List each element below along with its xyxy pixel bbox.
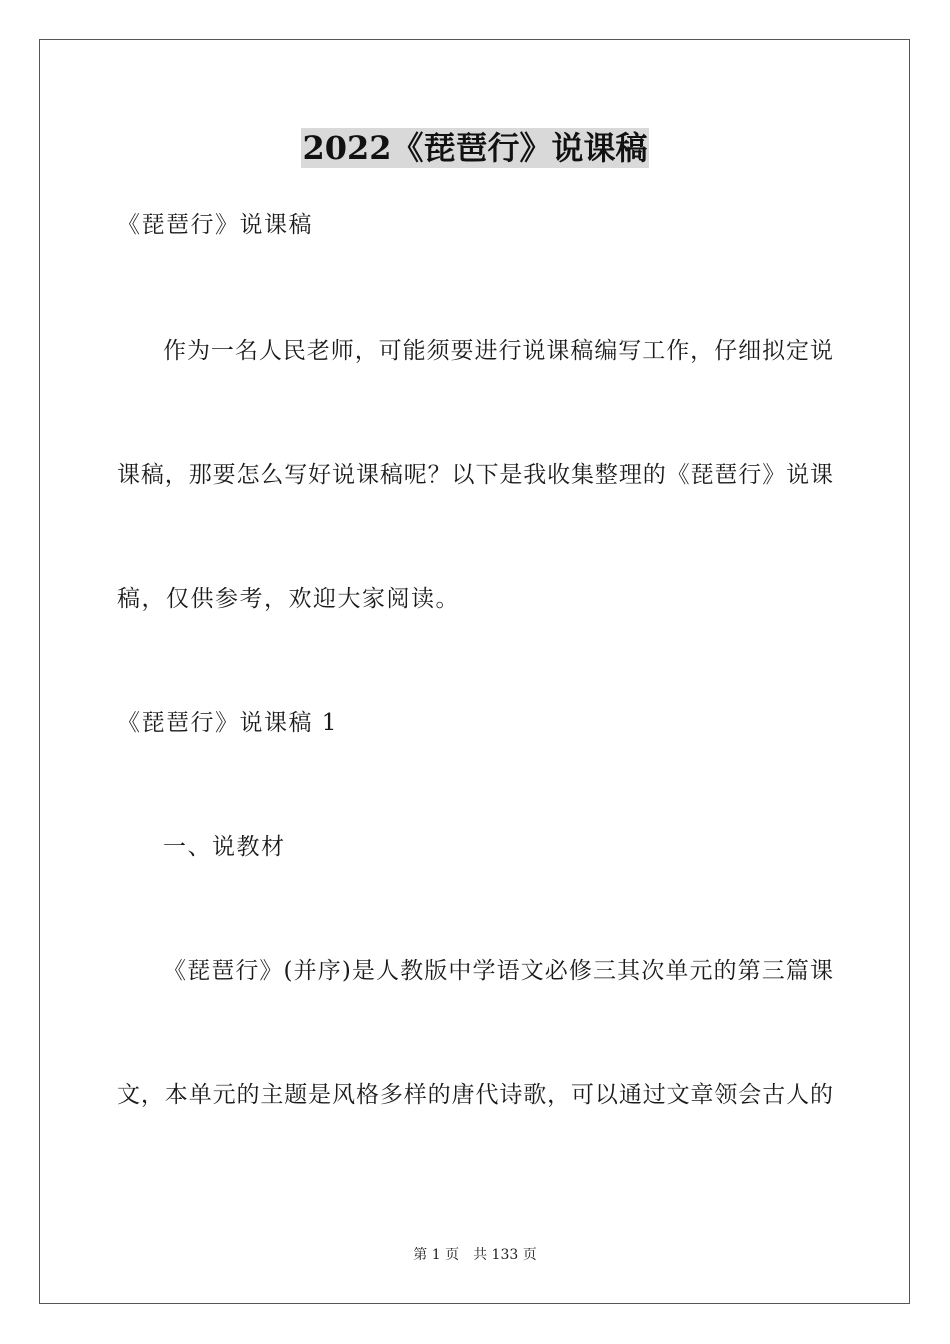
document-title: 2022《琵琶行》说课稿 bbox=[302, 129, 648, 167]
subtitle-line: 《琵琶行》说课稿 bbox=[117, 212, 313, 238]
paragraph-line: 作为一名人民老师，可能须要进行说课稿编写工作，仔细拟定说 bbox=[163, 338, 833, 364]
paragraph-line: 文，本单元的主题是风格多样的唐代诗歌，可以通过文章领会古人的 bbox=[117, 1082, 833, 1108]
paragraph-line: 稿，仅供参考，欢迎大家阅读。 bbox=[117, 586, 460, 612]
section-heading: 《琵琶行》说课稿 1 bbox=[117, 710, 338, 736]
paragraph-line: 《琵琶行》(并序)是人教版中学语文必修三其次单元的第三篇课 bbox=[163, 958, 833, 984]
paragraph-line: 课稿，那要怎么写好说课稿呢？以下是我收集整理的《琵琶行》说课 bbox=[117, 462, 833, 488]
subsection-heading: 一、说教材 bbox=[163, 834, 286, 860]
title-container bbox=[0, 128, 950, 168]
page-footer: 第 1 页 共 133 页 bbox=[413, 1247, 537, 1263]
